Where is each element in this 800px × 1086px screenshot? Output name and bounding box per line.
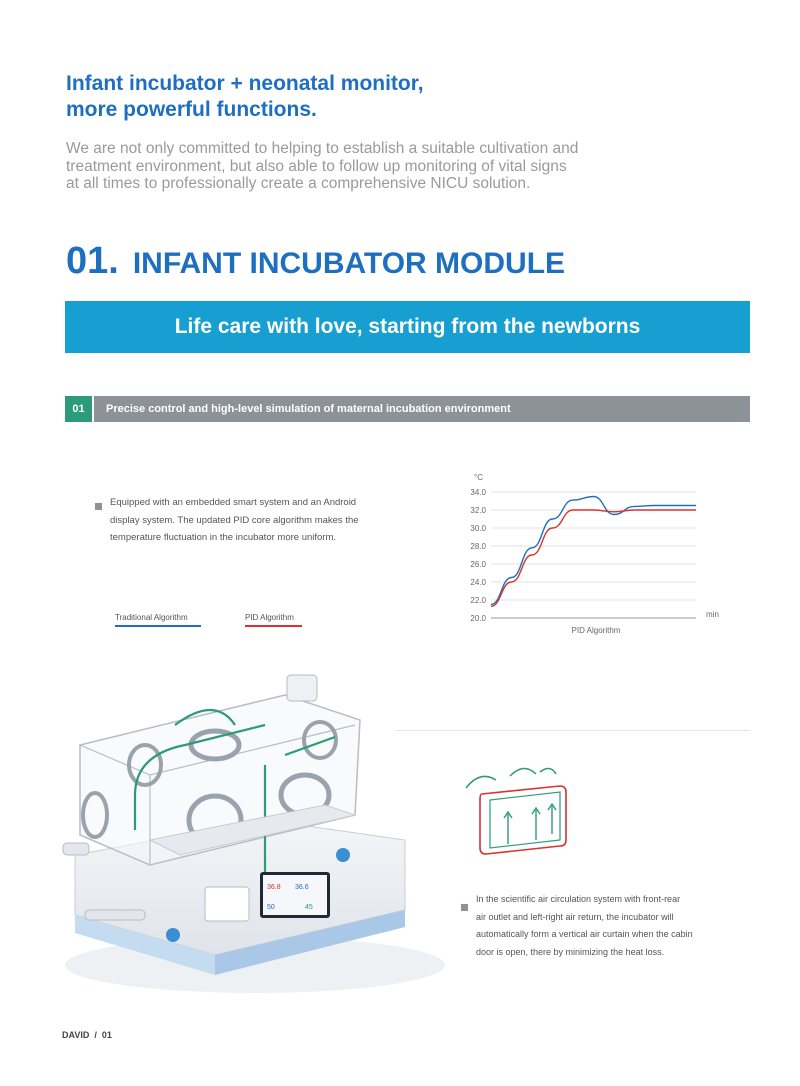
chart-y-axis-label: °C (474, 473, 483, 482)
chart-series-line-pid (491, 510, 696, 606)
display-value-top-right: 36.6 (295, 884, 309, 891)
headline-line-1: Infant incubator + neonatal monitor, (66, 72, 424, 95)
legend-traditional-line (115, 625, 201, 627)
feature-title-bar: Precise control and high-level simulation of maternal incubation environment (94, 396, 750, 422)
chart-y-tick-label: 20.0 (470, 614, 486, 623)
legend-pid-label: PID Algorithm (245, 613, 294, 622)
chart-y-tick-label: 22.0 (470, 596, 486, 605)
chart-title: PID Algorithm (571, 626, 621, 635)
chart-x-axis-label: min (706, 610, 719, 619)
chart-y-tick-label: 24.0 (470, 578, 486, 587)
chart-y-ticks (470, 488, 486, 623)
bullet-2-text (476, 891, 756, 961)
intro-line-1: We are not only committed to helping to establish a suitable cultivation and (66, 140, 579, 157)
display-value-top-left: 36.8 (267, 884, 281, 891)
bullet-2-line-2: air outlet and left-right air return, the incubator will (476, 911, 674, 922)
section-number: 01. (66, 240, 119, 282)
intro-line-2: treatment environment, but also able to follow up monitoring of vital signs (66, 157, 567, 175)
legend-traditional-label: Traditional Algorithm (115, 613, 188, 622)
bullet-1-line-2: display system. The updated PID core algorithm makes the (110, 514, 359, 526)
section-banner: Life care with love, starting from the newborns (65, 301, 750, 353)
bullet-2-line-1: In the scientific air circulation system with front-rear (476, 894, 681, 904)
bullet-square-icon (95, 497, 102, 515)
page-footer: DAVID / 01 (62, 1030, 112, 1040)
headline (66, 71, 706, 123)
chart-y-tick-label: 26.0 (470, 560, 486, 569)
incubator-illustration (55, 665, 455, 1000)
chart-series-line-traditional (491, 497, 696, 605)
section-heading: INFANT INCUBATOR MODULE (132, 247, 566, 280)
bullet-square-icon (461, 898, 468, 916)
chart-y-tick-label: 34.0 (470, 488, 486, 497)
display-value-bottom-right: 45 (305, 904, 313, 911)
bullet-2-line-4: door is open, there by minimizing the heat loss. (476, 946, 665, 957)
display-value-bottom-left: 50 (267, 904, 275, 911)
chart-y-tick-label: 30.0 (470, 524, 486, 533)
chart-series (491, 497, 696, 607)
bullet-2-line-3: automatically form a vertical air curtain when the cabin (476, 929, 693, 939)
bullet-1-line-3: temperature fluctuation in the incubator more uniform. (110, 532, 337, 543)
air-circulation-diagram (460, 762, 580, 862)
intro-paragraph (66, 140, 706, 193)
bullet-1-text (110, 494, 430, 547)
chart-grid (491, 492, 696, 618)
legend-pid-line (245, 625, 302, 627)
chart-y-tick-label: 32.0 (470, 506, 486, 515)
intro-line-3: at all times to professionally create a comprehensive NICU solution. (66, 175, 531, 192)
headline-line-2: more powerful functions. (66, 98, 317, 121)
divider (395, 730, 750, 731)
chart-y-tick-label: 28.0 (470, 542, 486, 551)
bullet-1-line-1: Equipped with an embedded smart system and an Android (110, 497, 357, 508)
feature-number-badge: 01 (65, 396, 92, 422)
temperature-chart (455, 468, 745, 643)
section-title (66, 240, 565, 283)
